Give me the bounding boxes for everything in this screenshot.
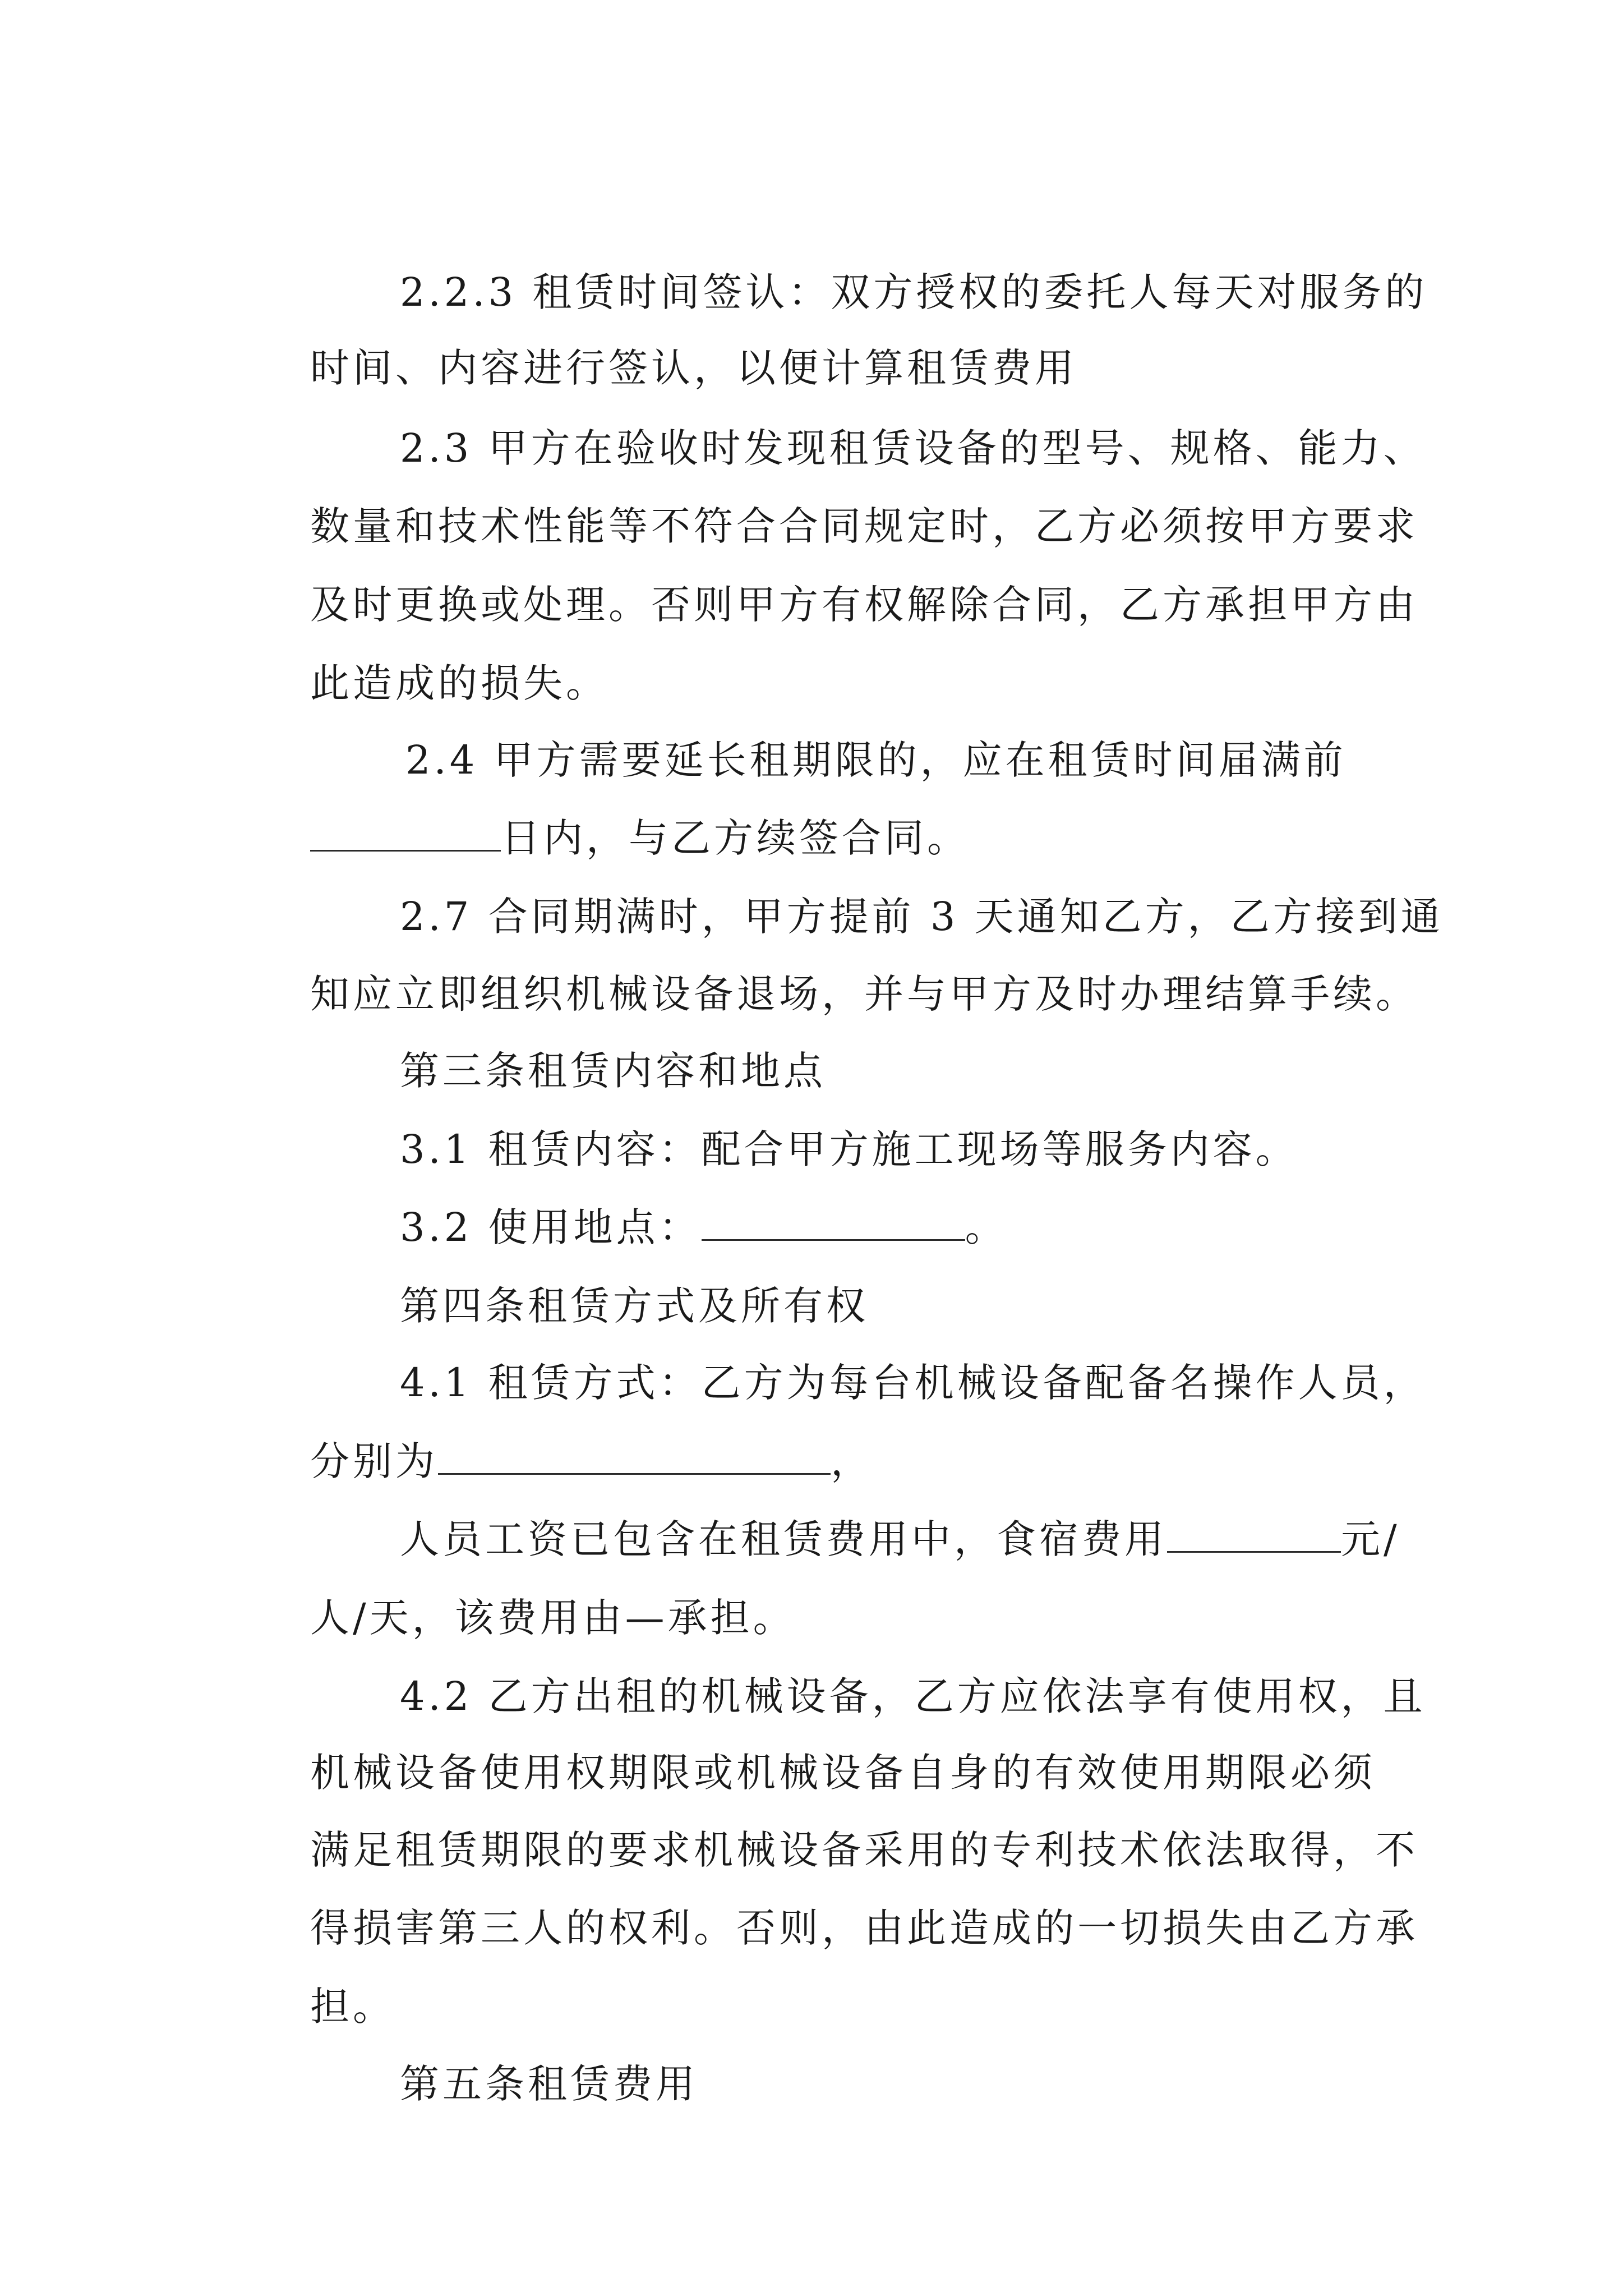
text: 人/天，该费用由—承担。 bbox=[310, 1595, 796, 1641]
text: 2.7 合同期满时，甲方提前 3 天通知乙方，乙方接到通 bbox=[400, 894, 1444, 940]
text: 满足租赁期限的要求机械设备采用的专利技术依法取得，不 bbox=[310, 1827, 1419, 1873]
text: 及时更换或处理。否则甲方有权解除合同，乙方承担甲方由 bbox=[310, 582, 1419, 628]
text: 数量和技术性能等不符合合同规定时，乙方必须按甲方要求 bbox=[310, 503, 1419, 549]
text: 3.1 租赁内容：配合甲方施工现场等服务内容。 bbox=[400, 1126, 1298, 1172]
text: 得损害第三人的权利。否则，由此造成的一切损失由乙方承 bbox=[310, 1905, 1419, 1951]
board-fee-blank[interactable] bbox=[1167, 1516, 1341, 1553]
text: 此造成的损失。 bbox=[310, 660, 609, 706]
text: 2.2.3 租赁时间签认：双方授权的委托人每天对服务的 bbox=[400, 269, 1428, 315]
text: 2.4 甲方需要延长租期限的，应在租赁时间届满前 bbox=[405, 737, 1347, 783]
paragraph-4-2-line-4 bbox=[247, 1847, 1418, 2009]
text: 分别为 bbox=[310, 1438, 439, 1484]
text: 机械设备使用权期限或机械设备自身的有效使用期限必须 bbox=[310, 1750, 1376, 1796]
text: 第三条租赁内容和地点 bbox=[400, 1048, 827, 1094]
text: 人员工资已包含在租赁费用中，食宿费用 bbox=[400, 1516, 1168, 1562]
text: 3.2 使用地点： bbox=[400, 1204, 702, 1250]
text: 担。 bbox=[310, 1984, 396, 2030]
article-5-heading bbox=[336, 2003, 698, 2165]
text: 知应立即组织机械设备退场，并与甲方及时办理结算手续。 bbox=[310, 971, 1419, 1017]
text: 4.1 租赁方式：乙方为每台机械设备配备名操作人员， bbox=[400, 1360, 1426, 1406]
text: 时间、内容进行签认，以便计算租赁费用 bbox=[310, 345, 1078, 391]
text: 4.2 乙方出租的机械设备，乙方应依法享有使用权，且 bbox=[400, 1673, 1426, 1719]
text: 第五条租赁费用 bbox=[400, 2061, 699, 2107]
text: 。 bbox=[965, 1204, 1008, 1250]
text: 元/ bbox=[1341, 1516, 1400, 1562]
text: 第四条租赁方式及所有权 bbox=[400, 1283, 869, 1329]
text: 日内，与乙方续签合同。 bbox=[501, 815, 970, 861]
text: ， bbox=[831, 1438, 874, 1484]
text: 2.3 甲方在验收时发现租赁设备的型号、规格、能力、 bbox=[400, 425, 1426, 471]
